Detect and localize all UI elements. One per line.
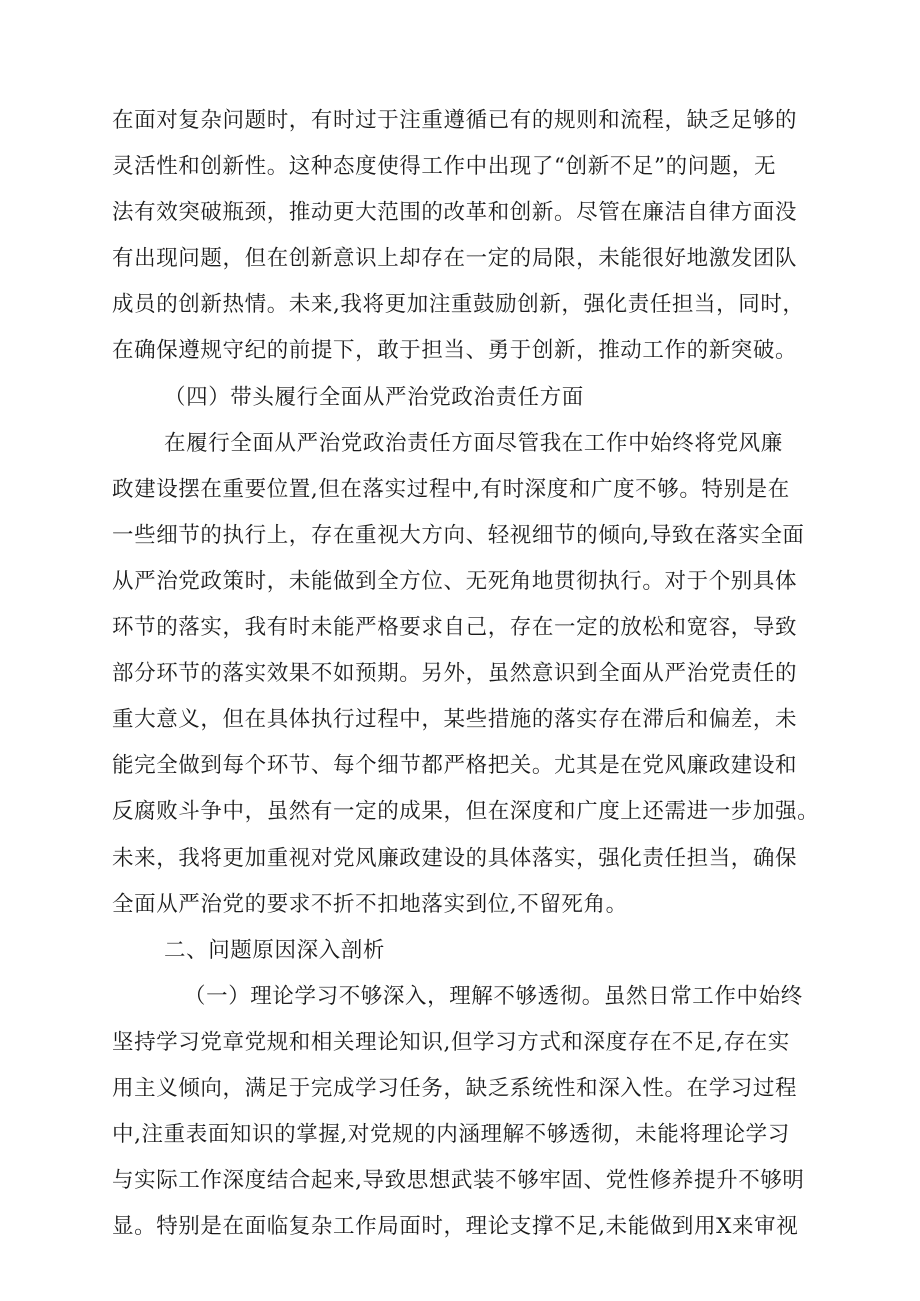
paragraph-line: 重大意义，但在具体执行过程中，某些措施的落实存在滞后和偏差，未 (112, 707, 798, 733)
paragraph-line: 有出现问题，但在创新意识上却存在一定的局限，未能很好地激发团队 (112, 246, 798, 272)
paragraph-line: 部分环节的落实效果不如预期。另外，虽然意识到全面从严治党责任的 (112, 661, 798, 687)
paragraph-line: 从严治党政策时，未能做到全方位、无死角地贯彻执行。对于个别具体 (112, 568, 798, 594)
paragraph-line: 用主义倾向，满足于完成学习任务，缺乏系统性和深入性。在学习过程 (112, 1075, 798, 1101)
paragraph-line: 法有效突破瓶颈，推动更大范围的改革和创新。尽管在廉洁自律方面没 (112, 200, 798, 226)
paragraph-line: 反腐败斗争中，虽然有一定的成果，但在深度和广度上还需进一步加强。 (112, 799, 820, 825)
paragraph-line: 与实际工作深度结合起来,导致思想武装不够牢固、党性修养提升不够明 (112, 1168, 805, 1194)
paragraph-line: 在面对复杂问题时，有时过于注重遵循已有的规则和流程，缺乏足够的 (112, 108, 798, 133)
paragraph-line: 环节的落实，我有时未能严格要求自己，存在一定的放松和宽容，导致 (112, 615, 798, 641)
paragraph-line: 成员的创新热情。未来,我将更加注重鼓励创新，强化责任担当，同时， (112, 292, 805, 318)
paragraph-line: 在确保遵规守纪的前提下，敢于担当、勇于创新，推动工作的新突破。 (112, 338, 798, 364)
section-heading: 二、问题原因深入剖析 (164, 937, 386, 963)
paragraph-line: 灵活性和创新性。这种态度使得工作中出现了“创新不足”的问题，无 (112, 154, 777, 180)
paragraph-line: 显。特别是在面临复杂工作局面时，理论支撑不足,未能做到用X来审视 (112, 1214, 799, 1240)
paragraph-line: 能完全做到每个环节、每个细节都严格把关。尤其是在党风廉政建设和 (112, 753, 798, 779)
paragraph-line: 全面从严治党的要求不折不扣地落实到位,不留死角。 (112, 891, 628, 917)
body-text (112, 98, 832, 1250)
paragraph-line: 中,注重表面知识的掌握,对党规的内涵理解不够透彻，未能将理论学习 (112, 1122, 790, 1148)
paragraph-line: 未来，我将更加重视对党风廉政建设的具体落实，强化责任担当，确保 (112, 845, 798, 871)
paragraph-line: 政建设摆在重要位置,但在落实过程中,有时深度和广度不够。特别是在 (112, 476, 790, 502)
paragraph-line: 坚持学习党章党规和相关理论知识,但学习方式和深度存在不足,存在实 (112, 1029, 790, 1055)
section-heading: （四）带头履行全面从严治党政治责任方面 (164, 384, 584, 410)
paragraph-line: 一些细节的执行上，存在重视大方向、轻视细节的倾向,导致在落实全面 (112, 522, 805, 548)
paragraph-first-line: 在履行全面从严治党政治责任方面尽管我在工作中始终将党风廉 (164, 430, 783, 456)
paragraph-first-line: （一）理论学习不够深入，理解不够透彻。虽然日常工作中始终 (184, 983, 803, 1009)
